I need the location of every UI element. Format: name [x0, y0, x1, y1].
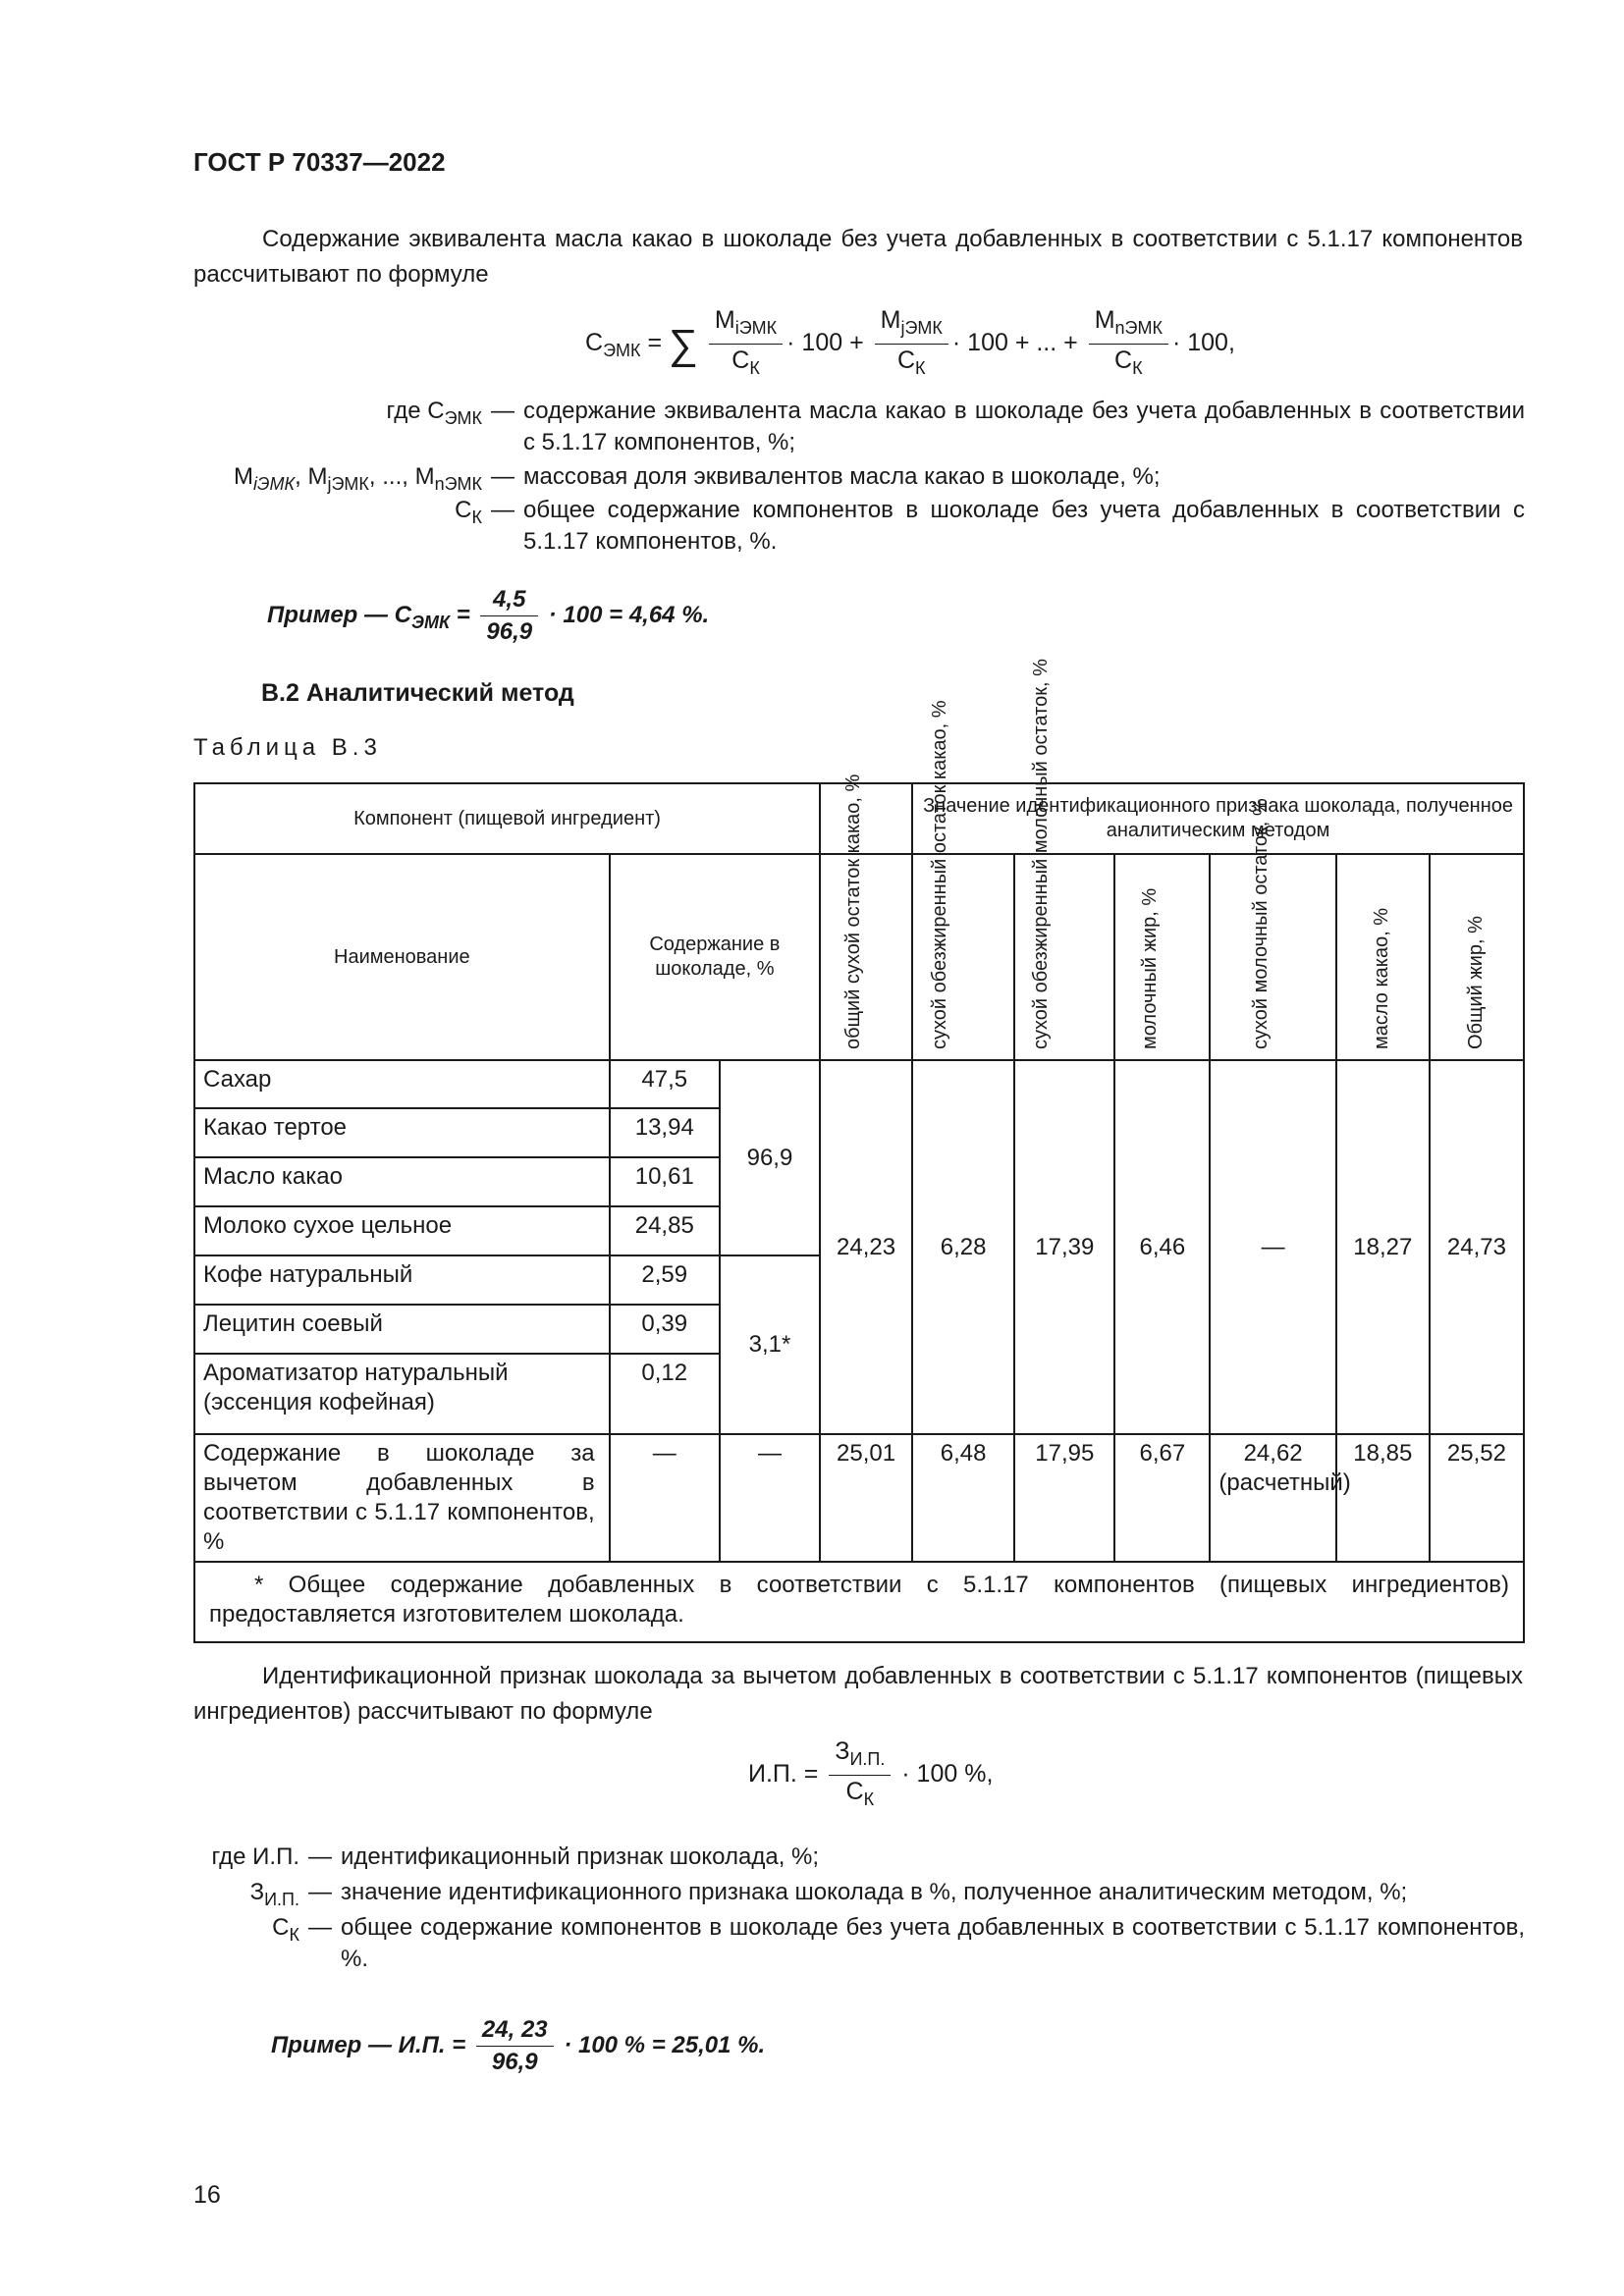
- final-value: 6,67: [1114, 1434, 1210, 1562]
- example-1: Пример — $C_{ЭМК}$ = $\frac{4,5}{96,9}$ · 100 = 4,64 %.: [267, 586, 710, 645]
- formula-symbol: C: [585, 329, 604, 357]
- header-component: Компонент (пищевой ингредиент): [194, 783, 820, 854]
- intro-paragraph: Содержание эквивалента масла какао в шоколаде без учета добавленных в соответствии с 5.1.17 компонентов рассчитывают по формуле: [193, 226, 1523, 288]
- formula-subscript: ЭМК: [603, 341, 641, 361]
- final-value: 18,85: [1336, 1434, 1430, 1562]
- merged-value: 6,28: [912, 1060, 1014, 1434]
- row-name: Молоко сухое цельное: [194, 1206, 610, 1255]
- header-col-5: сухой молочный остаток, %: [1249, 798, 1272, 1049]
- header-col-4: молочный жир, %: [1138, 887, 1161, 1049]
- row-name: Лецитин соевый: [194, 1305, 610, 1354]
- row-value: 10,61: [610, 1157, 720, 1206]
- formula-equals: =: [647, 329, 663, 357]
- example-2: Пример — И.П. = $\frac{24, 23}{96,9}$ · 100 % = 25,01 %.: [271, 2016, 766, 2075]
- header-col-2: сухой обезжиренный остаток какао, %: [929, 700, 951, 1049]
- row-name: Сахар: [194, 1060, 610, 1108]
- final-value: 25,52: [1430, 1434, 1524, 1562]
- final-value: 17,95: [1014, 1434, 1114, 1562]
- identification-paragraph: Идентификационной признак шоколада за вычетом добавленных в соответствии с 5.1.17 компонентов (пищевых ингредиентов) рассчитывают по формуле: [193, 1663, 1523, 1725]
- header-value: Значение идентификационного признака шоколада, полученное аналитическим методом: [912, 783, 1524, 854]
- formula-tail-1: · 100 +: [786, 329, 864, 357]
- row-value: 2,59: [610, 1255, 720, 1305]
- fraction-term-1: $\frac{M_{iЭМК}}{C_К}$: [709, 304, 783, 384]
- definition-ip: где И.П. — идентификационный признак шоколада, %;: [211, 1843, 820, 1870]
- merged-value: 24,73: [1430, 1060, 1524, 1434]
- table-row-final: [194, 1434, 1524, 1562]
- definition-ck: $C_К$ — общее содержание компонентов в шоколаде без учета добавленных в соответствии с 5.1.17 компонентов, %.: [455, 497, 1525, 555]
- row-value: 0,12: [610, 1354, 720, 1434]
- fraction-ip: $\frac{З_{И.П.}}{C_К}$: [829, 1735, 891, 1815]
- row-value: 24,85: [610, 1206, 720, 1255]
- final-value: 6,48: [912, 1434, 1014, 1562]
- formula-tail-3: · 100,: [1171, 329, 1235, 357]
- document-header: ГОСТ Р 70337—2022: [193, 147, 446, 177]
- section-heading: В.2 Аналитический метод: [261, 679, 574, 707]
- header-col-6: масло какао, %: [1371, 907, 1393, 1049]
- merged-value: 24,23: [820, 1060, 912, 1434]
- final-row-value: —: [610, 1434, 720, 1562]
- definition-zip: $З_{И.П.}$ — значение идентификационного признака шоколада в %, полученное аналитическим методом, %;: [249, 1879, 1408, 1909]
- merged-value: 17,39: [1014, 1060, 1114, 1434]
- row-value: 0,39: [610, 1305, 720, 1354]
- row-name: Масло какао: [194, 1157, 610, 1206]
- merged-value: 18,27: [1336, 1060, 1430, 1434]
- table-row: [194, 1060, 1524, 1108]
- formula-ip: И.П. = $\frac{З_{И.П.}}{C_К}$ · 100 %,: [748, 1735, 993, 1815]
- final-row-name: Содержание в шоколаде за вычетом добавленных в соответствии с 5.1.17 компонентов, %: [194, 1434, 610, 1562]
- formula-tail-2: · 100 + ... +: [951, 329, 1078, 357]
- row-name: Какао тертое: [194, 1108, 610, 1157]
- header-col-7: Общий жир, %: [1464, 916, 1487, 1049]
- definition-cemk: где $C_{ЭМК}$ — содержание эквивалента масла какао в шоколаде без учета добавленных в соответствии с 5.1.17 компонентов, %;: [386, 398, 1525, 455]
- row-name: Кофе натуральный: [194, 1255, 610, 1305]
- merged-value: 6,46: [1114, 1060, 1210, 1434]
- definition-mass-fractions: $M_{iЭМК}$, $M_{jЭМК}$, ..., $M_{nЭМК}$ — массовая доля эквивалентов масла какао в шоколаде, %;: [234, 463, 1161, 494]
- group-total-2: 3,1*: [720, 1255, 820, 1434]
- merged-value: —: [1210, 1060, 1335, 1434]
- sum-sign: ∑: [669, 321, 698, 368]
- row-value: 47,5: [610, 1060, 720, 1108]
- row-value: 13,94: [610, 1108, 720, 1157]
- header-content: Содержание в шоколаде, %: [610, 854, 820, 1060]
- final-value: 24,62 (расчетный): [1210, 1434, 1335, 1562]
- page-number: 16: [193, 2181, 221, 2209]
- header-col-3: сухой обезжиренный молочный остаток, %: [1030, 659, 1053, 1049]
- final-value: 25,01: [820, 1434, 912, 1562]
- table-footnote: * Общее содержание добавленных в соответствии с 5.1.17 компонентов (пищевых ингредиентов) предоставляется изготовителем шоколада.: [194, 1562, 1524, 1642]
- table-caption: Таблица В.3: [193, 734, 382, 761]
- header-col-1: общий сухой остаток какао, %: [842, 774, 865, 1049]
- fraction-term-3: $\frac{M_{nЭМК}}{C_К}$: [1089, 304, 1168, 384]
- header-name: Наименование: [194, 854, 610, 1060]
- final-row-total: —: [720, 1434, 820, 1562]
- formula-cemk: [585, 304, 1235, 384]
- fraction-term-2: $\frac{M_{jЭМК}}{C_К}$: [875, 304, 948, 384]
- group-total-1: 96,9: [720, 1060, 820, 1255]
- definition-ck-2: $C_К$ — общее содержание компонентов в шоколаде без учета добавленных в соответствии с 5.1.17 компонентов, %.: [272, 1914, 1525, 1972]
- row-name: Ароматизатор натуральный (эссенция кофейная): [194, 1354, 610, 1434]
